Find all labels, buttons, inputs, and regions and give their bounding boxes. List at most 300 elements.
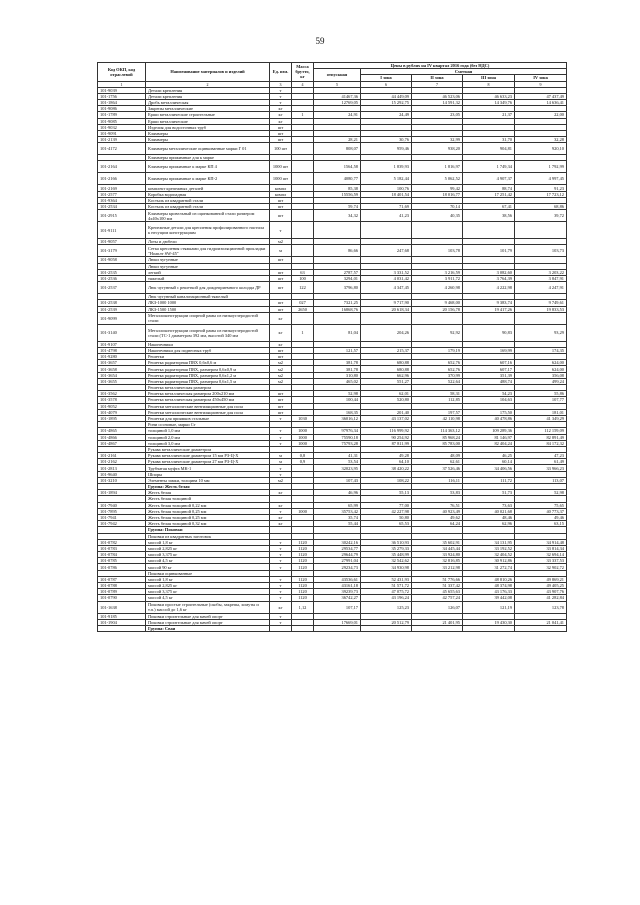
zone3-price-cell: [463, 222, 515, 239]
code-cell: 101-4866: [98, 434, 146, 440]
unit-cell: м2: [270, 239, 292, 245]
zone1-price-cell: 35 279,33: [361, 545, 412, 551]
name-cell: Группа: Сваи: [146, 625, 270, 631]
zone1-price-cell: 47 075,72: [361, 589, 412, 595]
zone4-price-cell: 63,15: [515, 521, 567, 527]
zone4-price-cell: 47,23: [515, 453, 567, 459]
zone4-price-cell: 40 773,37: [515, 508, 567, 514]
zone1-price-cell: 44 449,09: [361, 93, 412, 99]
unit-cell: 1000 шт: [270, 173, 292, 185]
zone4-price-cell: 21 041,41: [515, 619, 567, 625]
column-number: 3: [270, 81, 292, 87]
release-price-cell: 86,66: [314, 245, 361, 257]
zone1-price-cell: 52 431,93: [361, 576, 412, 582]
zone4-price-cell: 3 847,91: [515, 275, 567, 281]
zone3-price-cell: 3 082,60: [463, 269, 515, 275]
zone1-price-cell: 43 137,02: [361, 415, 412, 421]
name-cell: массой 4,5 кг: [146, 595, 270, 601]
release-price-cell: 29234,73: [314, 564, 361, 570]
release-price-cell: 27991,04: [314, 558, 361, 564]
unit-cell: м2: [270, 378, 292, 384]
table-row: [98, 210, 567, 222]
release-price-cell: 381,78: [314, 360, 361, 366]
zone3-price-cell: 1 749,34: [463, 161, 515, 173]
header-estimate: Сметная: [361, 69, 567, 75]
name-cell: Решетка радиаторная ПВХ, размером 0,6х1,2 м: [146, 372, 270, 378]
zone3-price-cell: 40 478,86: [463, 415, 515, 421]
name-cell: Рукава металлические диаметром: [146, 446, 270, 452]
zone1-price-cell: 247,68: [361, 245, 412, 257]
mass-cell: 1120: [292, 539, 314, 545]
unit-cell: т: [270, 545, 292, 551]
release-price-cell: 75590,18: [314, 434, 361, 440]
code-cell: 101-2164: [98, 161, 146, 173]
zone4-price-cell: 33 337,53: [515, 558, 567, 564]
code-cell: 101-1895: [98, 415, 146, 421]
unit-cell: [270, 625, 292, 631]
name-cell: Коробка водопадная: [146, 191, 270, 197]
zone2-price-cell: 35 602,91: [412, 539, 463, 545]
mass-cell: 1120: [292, 545, 314, 551]
code-cell: 101-4172: [98, 143, 146, 155]
unit-cell: м: [270, 245, 292, 257]
zone1-price-cell: 90 254,92: [361, 434, 412, 440]
code-cell: 101-4867: [98, 440, 146, 446]
code-cell: 101-7942: [98, 521, 146, 527]
name-cell: Трубчатая муфта МК-1: [146, 465, 270, 471]
name-cell: Поковки из квадратных заготовок: [146, 533, 270, 539]
table-row: [98, 161, 567, 173]
unit-cell: т: [270, 93, 292, 99]
zone4-price-cell: 174,35: [515, 347, 567, 353]
unit-cell: м2: [270, 360, 292, 366]
zone4-price-cell: 9 749,61: [515, 300, 567, 306]
release-price-cell: 3294,01: [314, 275, 361, 281]
release-price-cell: 43161,18: [314, 583, 361, 589]
zone2-price-cell: 33 924,80: [412, 552, 463, 558]
name-cell: Дробь металлическая: [146, 99, 270, 105]
zone4-price-cell: 112 159,09: [515, 428, 567, 434]
column-number: 6: [361, 81, 412, 87]
code-cell: 101-2166: [98, 173, 146, 185]
zone2-price-cell: 48,09: [412, 453, 463, 459]
code-cell: 101-9111: [98, 222, 146, 239]
release-price-cell: 16868,76: [314, 306, 361, 312]
name-cell: комплект крепежных деталей: [146, 185, 270, 191]
zone4-price-cell: 33 814,34: [515, 545, 567, 551]
header-zone4: IV зона: [515, 75, 567, 81]
unit-cell: шт: [270, 347, 292, 353]
zone2-price-cell: 114 363,12: [412, 428, 463, 434]
unit-cell: т: [270, 465, 292, 471]
release-price-cell: 100,44: [314, 397, 361, 403]
zone1-price-cell: 38 420,22: [361, 465, 412, 471]
code-cell: 101-2162: [98, 459, 146, 465]
name-cell: Решетка металлическая размером 200x210 мм: [146, 391, 270, 397]
code-cell: 101-9032: [98, 124, 146, 130]
zone3-price-cell: [463, 312, 515, 324]
name-cell: Решетки для приямков стальные: [146, 415, 270, 421]
zone3-price-cell: 46,25: [463, 453, 515, 459]
code-cell: 101-0789: [98, 589, 146, 595]
code-cell: 101-0785: [98, 558, 146, 564]
unit-cell: шт: [270, 275, 292, 281]
zone1-price-cell: 662,96: [361, 372, 412, 378]
name-cell: Металлоконструкции опорной рамы из низкоуглеродистой стали: [146, 312, 270, 324]
mass-cell: 1000: [292, 508, 314, 514]
zone2-price-cell: 21 401,95: [412, 619, 463, 625]
zone2-price-cell: 179,19: [412, 347, 463, 353]
code-cell: 101-4798: [98, 347, 146, 353]
release-price-cell: 35,74: [314, 514, 361, 520]
code-cell: 101-9058: [98, 257, 146, 263]
zone1-price-cell: 551,27: [361, 378, 412, 384]
header-unit: Ед. изм.: [270, 63, 292, 82]
unit-cell: т: [270, 508, 292, 514]
table-row: [98, 282, 567, 294]
release-price-cell: 97976,34: [314, 428, 361, 434]
unit-cell: т: [270, 613, 292, 619]
unit-cell: т: [270, 595, 292, 601]
zone2-price-cell: 14 591,32: [412, 99, 463, 105]
name-cell: Рукава металлические диаметром 15 мм РЗ-Ц-Х: [146, 453, 270, 459]
release-price-cell: 32023,95: [314, 465, 361, 471]
unit-cell: т: [270, 440, 292, 446]
zone1-price-cell: 15 292,75: [361, 99, 412, 105]
zone1-price-cell: 116 999,92: [361, 428, 412, 434]
zone3-price-cell: [463, 625, 515, 631]
name-cell: Детали крепления: [146, 87, 270, 93]
code-cell: 101-2577: [98, 191, 146, 197]
zone3-price-cell: 43 176,33: [463, 589, 515, 595]
zone2-price-cell: 49,62: [412, 514, 463, 520]
zone4-price-cell: 103,73: [515, 245, 567, 257]
unit-cell: м: [270, 453, 292, 459]
zone3-price-cell: 351,39: [463, 372, 515, 378]
column-number: 4: [292, 81, 314, 87]
zone2-price-cell: 370,99: [412, 372, 463, 378]
mass-cell: 027: [292, 300, 314, 306]
mass-cell: 1120: [292, 558, 314, 564]
unit-cell: шт: [270, 210, 292, 222]
release-price-cell: 2787,57: [314, 269, 361, 275]
code-cell: 101-0787: [98, 576, 146, 582]
zone4-price-cell: 499,24: [515, 378, 567, 384]
zone4-price-cell: 4 997,45: [515, 173, 567, 185]
zone3-price-cell: 73,63: [463, 502, 515, 508]
mass-cell: 1030: [292, 415, 314, 421]
release-price-cell: 39239,73: [314, 589, 361, 595]
zone4-price-cell: 32 902,72: [515, 564, 567, 570]
mass-cell: 1120: [292, 595, 314, 601]
zone2-price-cell: 51 776,66: [412, 576, 463, 582]
zone4-price-cell: 1 792,99: [515, 161, 567, 173]
header-name: Наименование материалов и изделий: [146, 63, 270, 82]
unit-cell: т: [270, 471, 292, 477]
name-cell: Решетки: [146, 354, 270, 360]
code-cell: 101-2538: [98, 300, 146, 306]
mass-cell: [292, 143, 314, 155]
zone1-price-cell: 24,49: [361, 112, 412, 118]
zone3-price-cell: 104,63: [463, 397, 515, 403]
zone4-price-cell: 14 636,41: [515, 99, 567, 105]
name-cell: Ерши металлические строительные: [146, 112, 270, 118]
zone1-price-cell: 1 839,93: [361, 161, 412, 173]
release-price-cell: 41467,36: [314, 93, 361, 99]
zone2-price-cell: 197,57: [412, 409, 463, 415]
code-cell: 101-0788: [98, 583, 146, 589]
zone1-price-cell: 100,76: [361, 185, 412, 191]
zone4-price-cell: 4 247,91: [515, 282, 567, 294]
zone3-price-cell: 111,72: [463, 477, 515, 483]
release-price-cell: 30242,16: [314, 539, 361, 545]
column-number: 9: [515, 81, 567, 87]
zone3-price-cell: 51,73: [463, 490, 515, 496]
name-cell: Костыль из квадратной стали: [146, 197, 270, 203]
name-cell: массой 1,8 кг: [146, 539, 270, 545]
unit-cell: 100 шт: [270, 143, 292, 155]
code-cell: 101-3655: [98, 378, 146, 384]
name-cell: Шпоры: [146, 471, 270, 477]
zone4-price-cell: 123,78: [515, 601, 567, 613]
release-price-cell: 35753,42: [314, 508, 361, 514]
unit-cell: 1000 шт: [270, 161, 292, 173]
zone2-price-cell: 9 468,00: [412, 300, 463, 306]
unit-cell: шт: [270, 130, 292, 136]
zone2-price-cell: 18 016,77: [412, 191, 463, 197]
unit-cell: шт: [270, 269, 292, 275]
column-number: 8: [463, 81, 515, 87]
zone2-price-cell: 34 445,44: [412, 545, 463, 551]
zone3-price-cell: 3 764,39: [463, 275, 515, 281]
zone1-price-cell: 30,76: [361, 137, 412, 143]
zone3-price-cell: 62,96: [463, 521, 515, 527]
name-cell: Поковки строительные для мачей опорт: [146, 619, 270, 625]
mass-cell: 100: [292, 275, 314, 281]
table-row: [98, 143, 567, 155]
zone3-price-cell: 48 374,98: [463, 583, 515, 589]
release-price-cell: 29644,79: [314, 552, 361, 558]
zone2-price-cell: 76,51: [412, 502, 463, 508]
code-cell: 101-2813: [98, 465, 146, 471]
name-cell: массой 2,825 кг: [146, 545, 270, 551]
mass-cell: 1,12: [292, 601, 314, 613]
zone1-price-cell: 215,37: [361, 347, 412, 353]
name-cell: Ерши металлические: [146, 118, 270, 124]
zone3-price-cell: 88,74: [463, 185, 515, 191]
zone4-price-cell: 17 723,12: [515, 191, 567, 197]
zone1-price-cell: 5 182,44: [361, 173, 412, 185]
zone2-price-cell: 64,24: [412, 521, 463, 527]
name-cell: Кляммеры: [146, 130, 270, 136]
unit-cell: т: [270, 583, 292, 589]
zone3-price-cell: 81 146,97: [463, 434, 515, 440]
name-cell: Сетка крепления стяжками для гидроизоляционной прокладки "Ноаплт SW-45": [146, 245, 270, 257]
zone3-price-cell: 607,16: [463, 360, 515, 366]
zone4-price-cell: 75,65: [515, 502, 567, 508]
zone4-price-cell: [515, 222, 567, 239]
zone1-price-cell: 20 512,79: [361, 619, 412, 625]
name-cell: Решетки металлические вентиляционные для пола: [146, 403, 270, 409]
table-group-row: [98, 625, 567, 631]
table-row: [98, 312, 567, 324]
unit-cell: кг: [270, 514, 292, 520]
name-cell: Элементы замки, толщина 10 мм: [146, 477, 270, 483]
release-price-cell: 107,43: [314, 477, 361, 483]
code-cell: 101-4079: [98, 409, 146, 415]
zone3-price-cell: 48 810,26: [463, 576, 515, 582]
zone4-price-cell: 52,98: [515, 490, 567, 496]
zone2-price-cell: [412, 312, 463, 324]
name-cell: Решетка радиаторная ПВХ 0,6х0,6 м: [146, 360, 270, 366]
zone3-price-cell: 175,50: [463, 409, 515, 415]
release-price-cell: 41,31: [314, 453, 361, 459]
zone2-price-cell: 85 783,00: [412, 440, 463, 446]
unit-cell: м2: [270, 372, 292, 378]
zone3-price-cell: 488,74: [463, 378, 515, 384]
code-cell: 101-3578: [98, 397, 146, 403]
header-zone2: II зона: [412, 75, 463, 81]
unit-cell: кг: [270, 341, 292, 347]
zone1-price-cell: [361, 222, 412, 239]
unit-cell: шт: [270, 354, 292, 360]
zone3-price-cell: 33 192,52: [463, 545, 515, 551]
unit-cell: кг: [270, 324, 292, 341]
code-cell: 101-9364: [98, 197, 146, 203]
zone2-price-cell: 126,07: [412, 601, 463, 613]
zone3-price-cell: 48,46: [463, 514, 515, 520]
zone4-price-cell: [515, 312, 567, 324]
mass-cell: [292, 625, 314, 631]
zone2-price-cell: 70,14: [412, 204, 463, 210]
name-cell: ЛКЗ-1000 1000: [146, 300, 270, 306]
name-cell: Детали крепления: [146, 93, 270, 99]
zone4-price-cell: 49 869,21: [515, 576, 567, 582]
name-cell: Жесть белая толщиной 0,22 мм: [146, 502, 270, 508]
zone4-price-cell: 91,23: [515, 185, 567, 191]
header-release: отпускная: [314, 69, 361, 81]
code-cell: 101-2537: [98, 282, 146, 294]
mass-cell: 63: [292, 269, 314, 275]
zone4-price-cell: 22,00: [515, 112, 567, 118]
code-cell: [98, 625, 146, 631]
code-cell: 101-9085: [98, 118, 146, 124]
zone3-price-cell: 90,83: [463, 324, 515, 341]
zone4-price-cell: 32,28: [515, 137, 567, 143]
release-price-cell: 28,21: [314, 137, 361, 143]
code-cell: 101-0782: [98, 539, 146, 545]
zone2-price-cell: 3 216,59: [412, 269, 463, 275]
zone1-price-cell: 77,00: [361, 502, 412, 508]
mass-cell: 1120: [292, 552, 314, 558]
table-row: [98, 173, 567, 185]
name-cell: массой 3,375 кг: [146, 589, 270, 595]
zone3-price-cell: 14 349,76: [463, 99, 515, 105]
code-cell: 101-3140: [98, 324, 146, 341]
zone2-price-cell: 20 156,78: [412, 306, 463, 312]
name-cell: Жесть белая толщиной 0,25 мм: [146, 508, 270, 514]
release-price-cell: 310,80: [314, 372, 361, 378]
mass-cell: [292, 222, 314, 239]
mass-cell: [292, 245, 314, 257]
zone4-price-cell: 49 405,25: [515, 583, 567, 589]
name-cell: Жесть белая толщиной 0,32 мм: [146, 521, 270, 527]
mass-cell: 0,9: [292, 459, 314, 465]
unit-cell: шт: [270, 300, 292, 306]
zone4-price-cell: 84 172,32: [515, 440, 567, 446]
code-cell: 101-9107: [98, 341, 146, 347]
zone4-price-cell: [515, 625, 567, 631]
name-cell: Поковки простые строительные (скобы, закрепы, хомуты и т.п.) массой до 1,6 кг: [146, 601, 270, 613]
code-cell: 101-9280: [98, 354, 146, 360]
name-cell: массой 2,825 кг: [146, 583, 270, 589]
code-cell: 101-3658: [98, 366, 146, 372]
name-cell: Группа: Жесть белая: [146, 484, 270, 490]
code-cell: 101-1756: [98, 93, 146, 99]
name-cell: Люки чугунные: [146, 257, 270, 263]
zone4-price-cell: 113,07: [515, 477, 567, 483]
name-cell: Люк чугунный канализационный тяжелый: [146, 294, 270, 300]
name-cell: массой 90 кг: [146, 564, 270, 570]
mass-cell: 2650: [292, 306, 314, 312]
zone3-price-cell: 82 404,24: [463, 440, 515, 446]
zone3-price-cell: 34 131,95: [463, 539, 515, 545]
code-cell: 101-2161: [98, 453, 146, 459]
release-price-cell: 34,32: [314, 210, 361, 222]
zone2-price-cell: 42 757,24: [412, 595, 463, 601]
code-cell: 101-2915: [98, 210, 146, 222]
unit-cell: т: [270, 434, 292, 440]
zone4-price-cell: 93,29: [515, 324, 567, 341]
mass-cell: 1120: [292, 589, 314, 595]
zone3-price-cell: 30 912,86: [463, 558, 515, 564]
header-code: Код ОКП, код отраслевой: [98, 63, 146, 82]
zone3-price-cell: 19 417,26: [463, 306, 515, 312]
name-cell: легкий: [146, 269, 270, 275]
mass-cell: 1: [292, 324, 314, 341]
zone1-price-cell: 87 811,99: [361, 440, 412, 446]
zone4-price-cell: 41 349,29: [515, 415, 567, 421]
zone3-price-cell: 9 383,74: [463, 300, 515, 306]
name-cell: Кляммеры прижимные для к марке: [146, 155, 270, 161]
zone4-price-cell: 34 914,48: [515, 539, 567, 545]
mass-cell: [292, 312, 314, 324]
zone1-price-cell: 4 347,45: [361, 282, 412, 294]
unit-cell: т: [270, 539, 292, 545]
mass-cell: 1000: [292, 434, 314, 440]
code-cell: 101-1904: [98, 619, 146, 625]
code-cell: 101-1638: [98, 601, 146, 613]
name-cell: Рони сосновые, марки Ст: [146, 422, 270, 428]
code-cell: 101-1894: [98, 490, 146, 496]
mass-cell: [292, 161, 314, 173]
column-number: 2: [146, 81, 270, 87]
zone2-price-cell: [412, 625, 463, 631]
zone2-price-cell: 85 968,24: [412, 434, 463, 440]
zone1-price-cell: 520,80: [361, 397, 412, 403]
zone2-price-cell: 51 337,42: [412, 583, 463, 589]
unit-cell: т: [270, 99, 292, 105]
mass-cell: [292, 173, 314, 185]
zone3-price-cell: 31,70: [463, 137, 515, 143]
zone3-price-cell: 121,19: [463, 601, 515, 613]
zone1-price-cell: 4 031,42: [361, 275, 412, 281]
code-cell: 101-9057: [98, 239, 146, 245]
release-price-cell: 4080,77: [314, 173, 361, 185]
unit-cell: т: [270, 222, 292, 239]
zone1-price-cell: 65,53: [361, 521, 412, 527]
release-price-cell: 75793,28: [314, 440, 361, 446]
